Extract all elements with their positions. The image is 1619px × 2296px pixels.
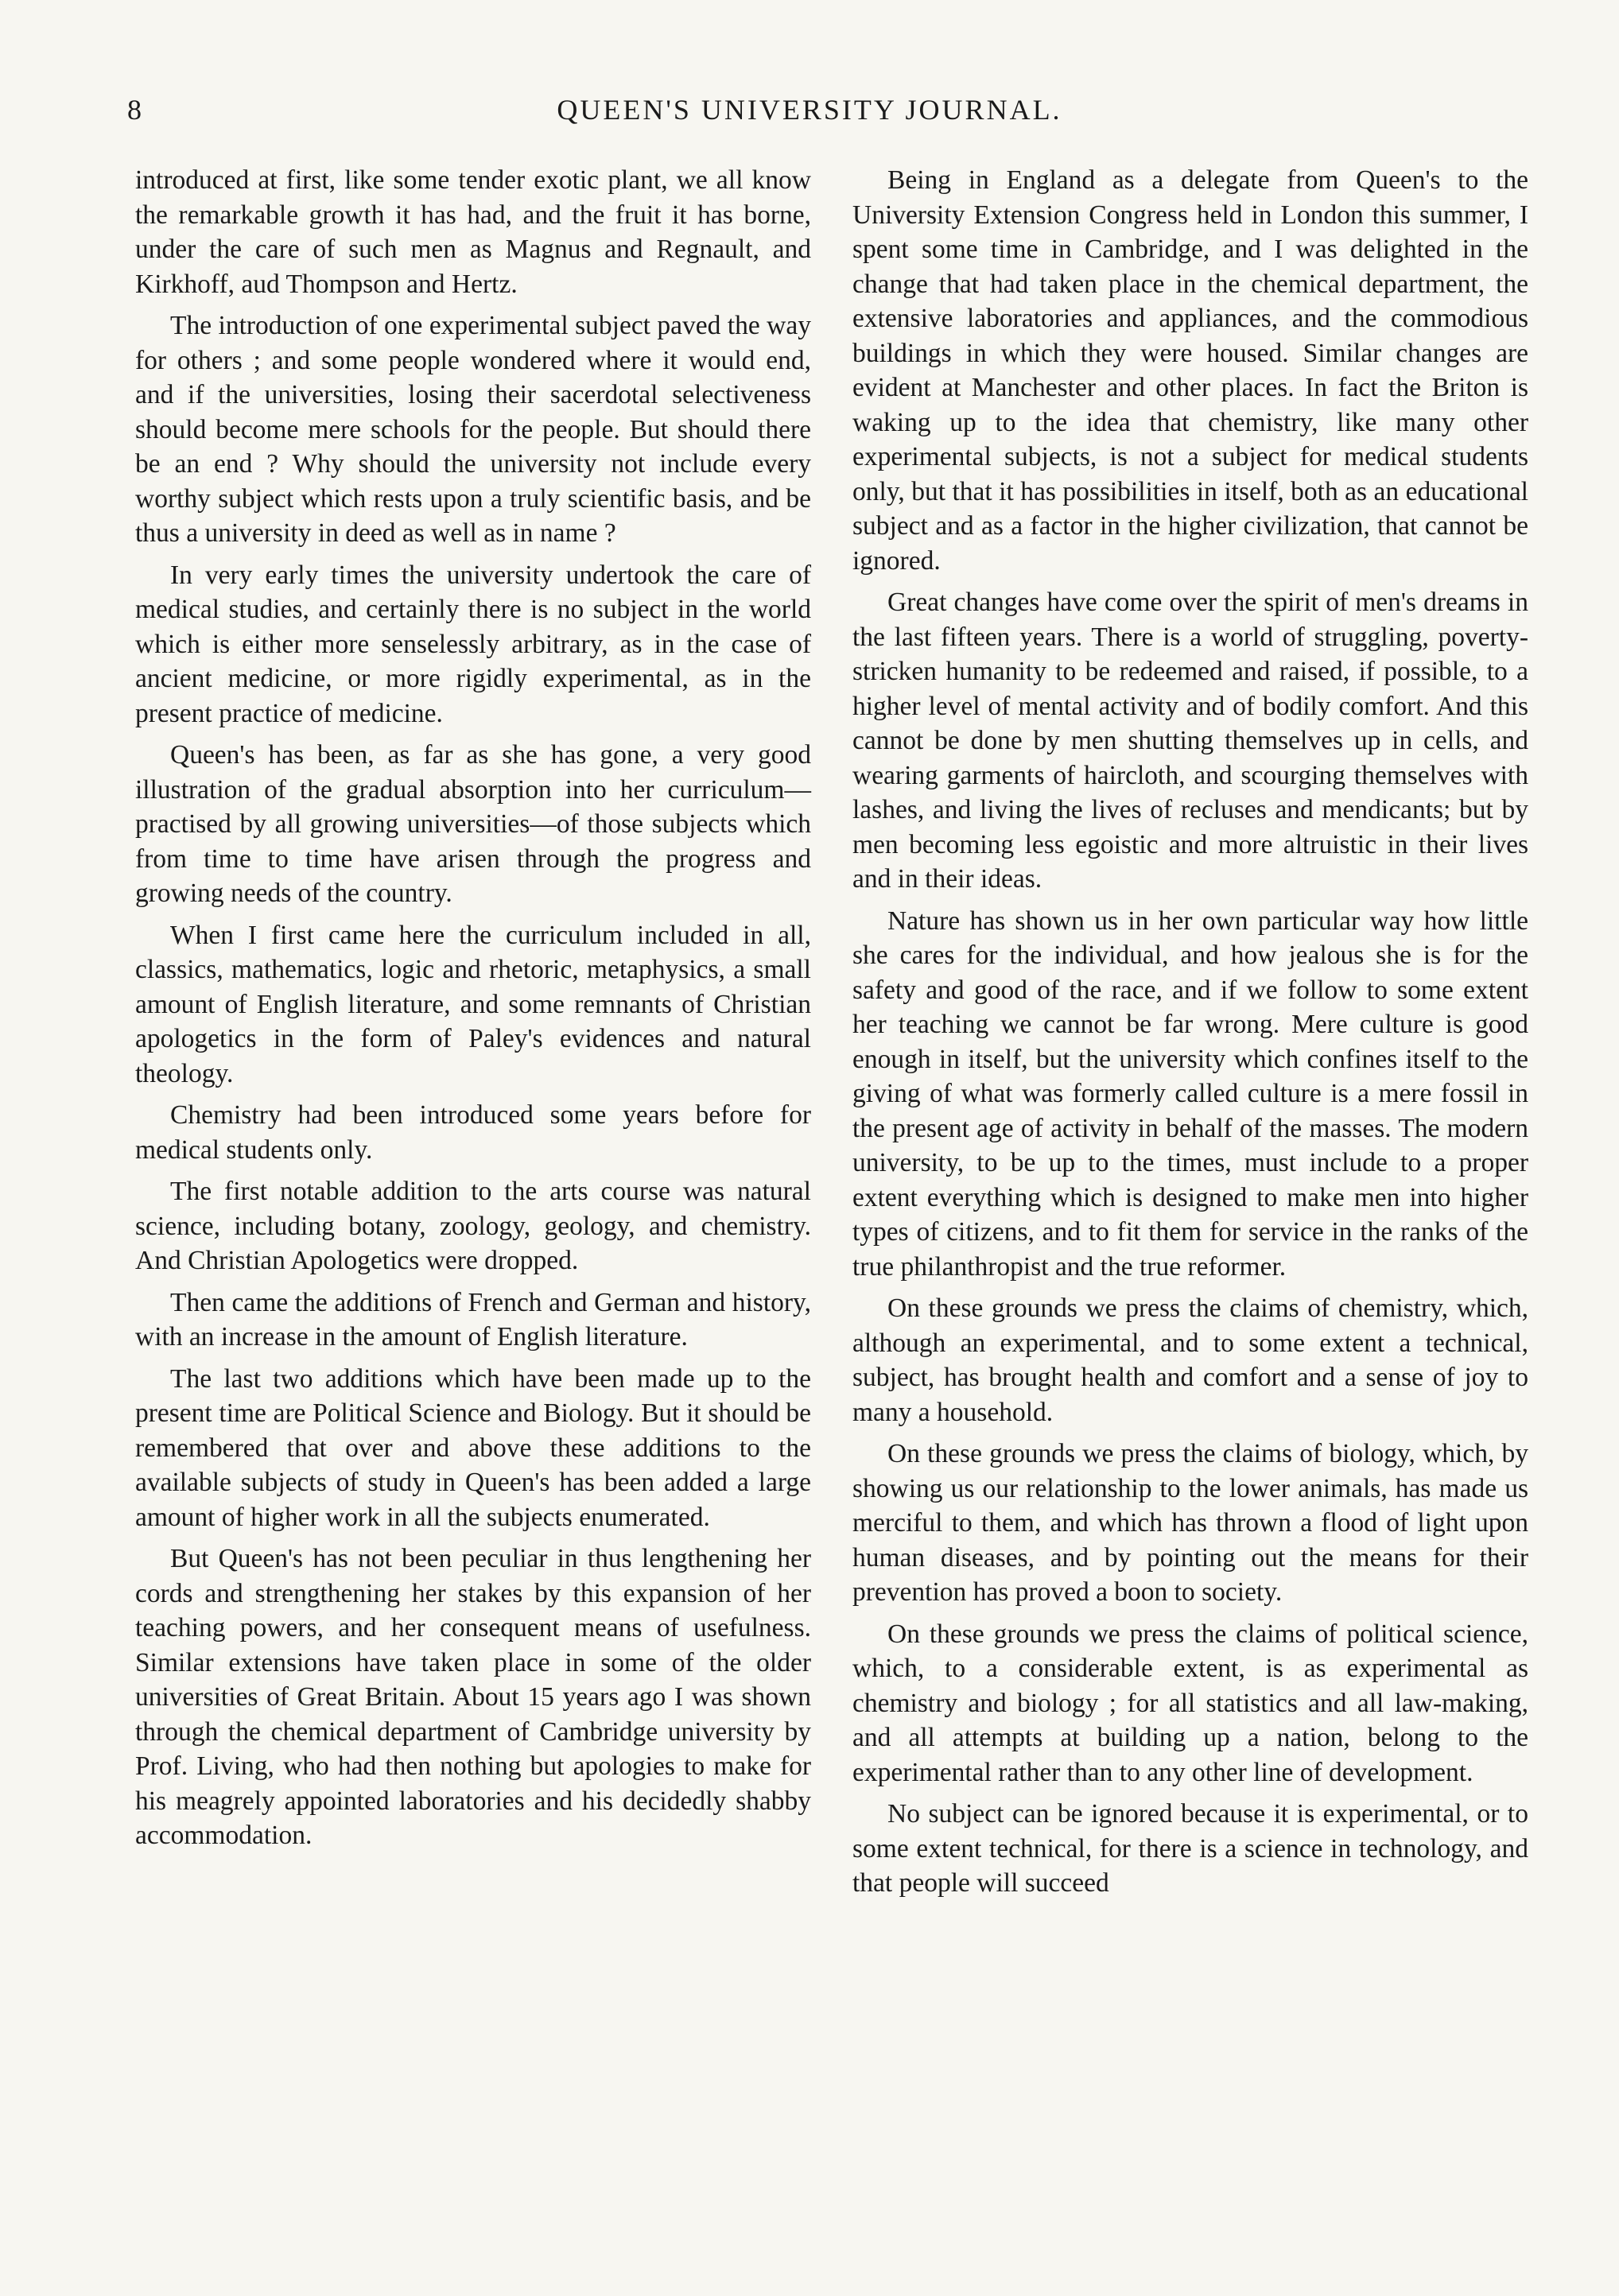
- paragraph: Great changes have come over the spirit of men's dreams in the last fifteen years. There is a world of struggling, poverty-stricken humanity to be redeemed and raised, if possible, to a higher level of mental activity and of bodily comfort. And this cannot be done by men shutting themselves up in cells, and wearing garments of haircloth, and scourging themselves with lashes, and living the lives of recluses and mendicants; but by men becoming less egoistic and more altruistic in their lives and in their ideas.: [852, 588, 1528, 894]
- paragraph: No subject can be ignored because it is experimental, or to some extent technical, for there is a science in technology, and that people will succeed: [852, 1799, 1528, 1898]
- paragraph: The last two additions which have been made up to the present time are Political Science and Biology. But it should be remembered that over and above these additions to the available subjects of study in Queen's has been added a large amount of higher work in all the subjects enumerated.: [135, 1363, 811, 1532]
- paragraph: The introduction of one experimental subject paved the way for others ; and some people wondered where it would end, and if the universities, losing their sacerdotal selectiveness should become mere schools for the people. But should there be an end ? Why should the university not include every worthy subject which rests upon a truly scientific basis, and be thus a university in deed as well as in name ?: [135, 311, 811, 548]
- paragraph: introduced at first, like some tender exotic plant, we all know the remarkable growth it has had, and the fruit it has borne, under the care of such men as Magnus and Regnault, and Kirkhoff, aud Thompson and Hertz.: [135, 165, 811, 299]
- paragraph: When I first came here the curriculum included in all, classics, mathematics, logic and rhetoric, metaphysics, a small amount of English literature, and some remnants of Christian apologetics in the form of Paley's evidences and natural theology.: [135, 920, 811, 1088]
- paragraph: But Queen's has not been peculiar in thus lengthening her cords and strengthening her stakes by this expansion of her teaching powers, and her consequent means of usefulness. Similar extensions have taken place in some of the older universities of Great Britain. About 15 years ago I was shown through the chemical department of Cambridge university by Prof. Living, who had then nothing but apologies to make for his meagrely appointed laboratories and his decidedly shabby accommodation.: [135, 1544, 811, 1850]
- paragraph: Then came the additions of French and German and history, with an increase in the amount of English literature.: [135, 1287, 811, 1352]
- paragraph: Nature has shown us in her own particular way how little she cares for the individual, and how jealous she is for the safety and good of the race, and if we follow to some extent her teaching we cannot be far wrong. Mere culture is good enough in itself, but the university which confines itself to the giving of what was formerly called culture is a mere fossil in the present age of activity in behalf of the masses. The modern university, to be up to the times, must include to a proper extent everything which is designed to make men into higher types of citizens, and to fit them for service in the ranks of the true philanthropist and the true reformer.: [852, 906, 1528, 1282]
- paragraph: Queen's has been, as far as she has gone, a very good illustration of the gradual absorption into her curriculum—practised by all growing universities—of those subjects which from time to time have arisen through the progress and growing needs of the country.: [135, 740, 811, 908]
- paragraph: Chemistry had been introduced some years before for medical students only.: [135, 1100, 811, 1165]
- paragraph: In very early times the university undertook the care of medical studies, and certainly there is no subject in the world which is either more senselessly arbitrary, as in the case of ancient medicine, or more rigidly experimental, as in the present practice of medicine.: [135, 560, 811, 728]
- paragraph: Being in England as a delegate from Queen's to the University Extension Congress held in London this summer, I spent some time in Cambridge, and I was delighted in the change that had taken place in the chemical department, the extensive laboratories and appliances, and the commodious buildings in which they were housed. Similar changes are evident at Manchester and other places. In fact the Briton is waking up to the idea that chemistry, like many other experimental subjects, is not a subject for medical students only, but that it has possibilities in itself, both as an educational subject and as a factor in the higher civilization, that cannot be ignored.: [852, 165, 1528, 576]
- paragraph: On these grounds we press the claims of political science, which, to a considerable extent, is as experimental as chemistry and biology ; for all statistics and all law-making, and all attempts at building up a nation, belong to the experimental rather than to any other line of development.: [852, 1619, 1528, 1787]
- right-column: [852, 163, 1528, 1908]
- paragraph: On these grounds we press the claims of biology, which, by showing us our relationship to the lower animals, has made us merciful to them, and which has thrown a flood of light upon human diseases, and by pointing out the means for their prevention has proved a boon to society.: [852, 1439, 1528, 1607]
- paragraph: On these grounds we press the claims of chemistry, which, although an experimental, and to some extent a technical, subject, has brought health and comfort and a sense of joy to many a household.: [852, 1293, 1528, 1427]
- paragraph: The first notable addition to the arts course was natural science, including botany, zoology, geology, and chemistry. And Christian Apologetics were dropped.: [135, 1177, 811, 1275]
- left-column: [135, 163, 811, 1860]
- page-number: 8: [127, 94, 142, 126]
- running-head-title: QUEEN'S UNIVERSITY JOURNAL.: [557, 94, 1062, 126]
